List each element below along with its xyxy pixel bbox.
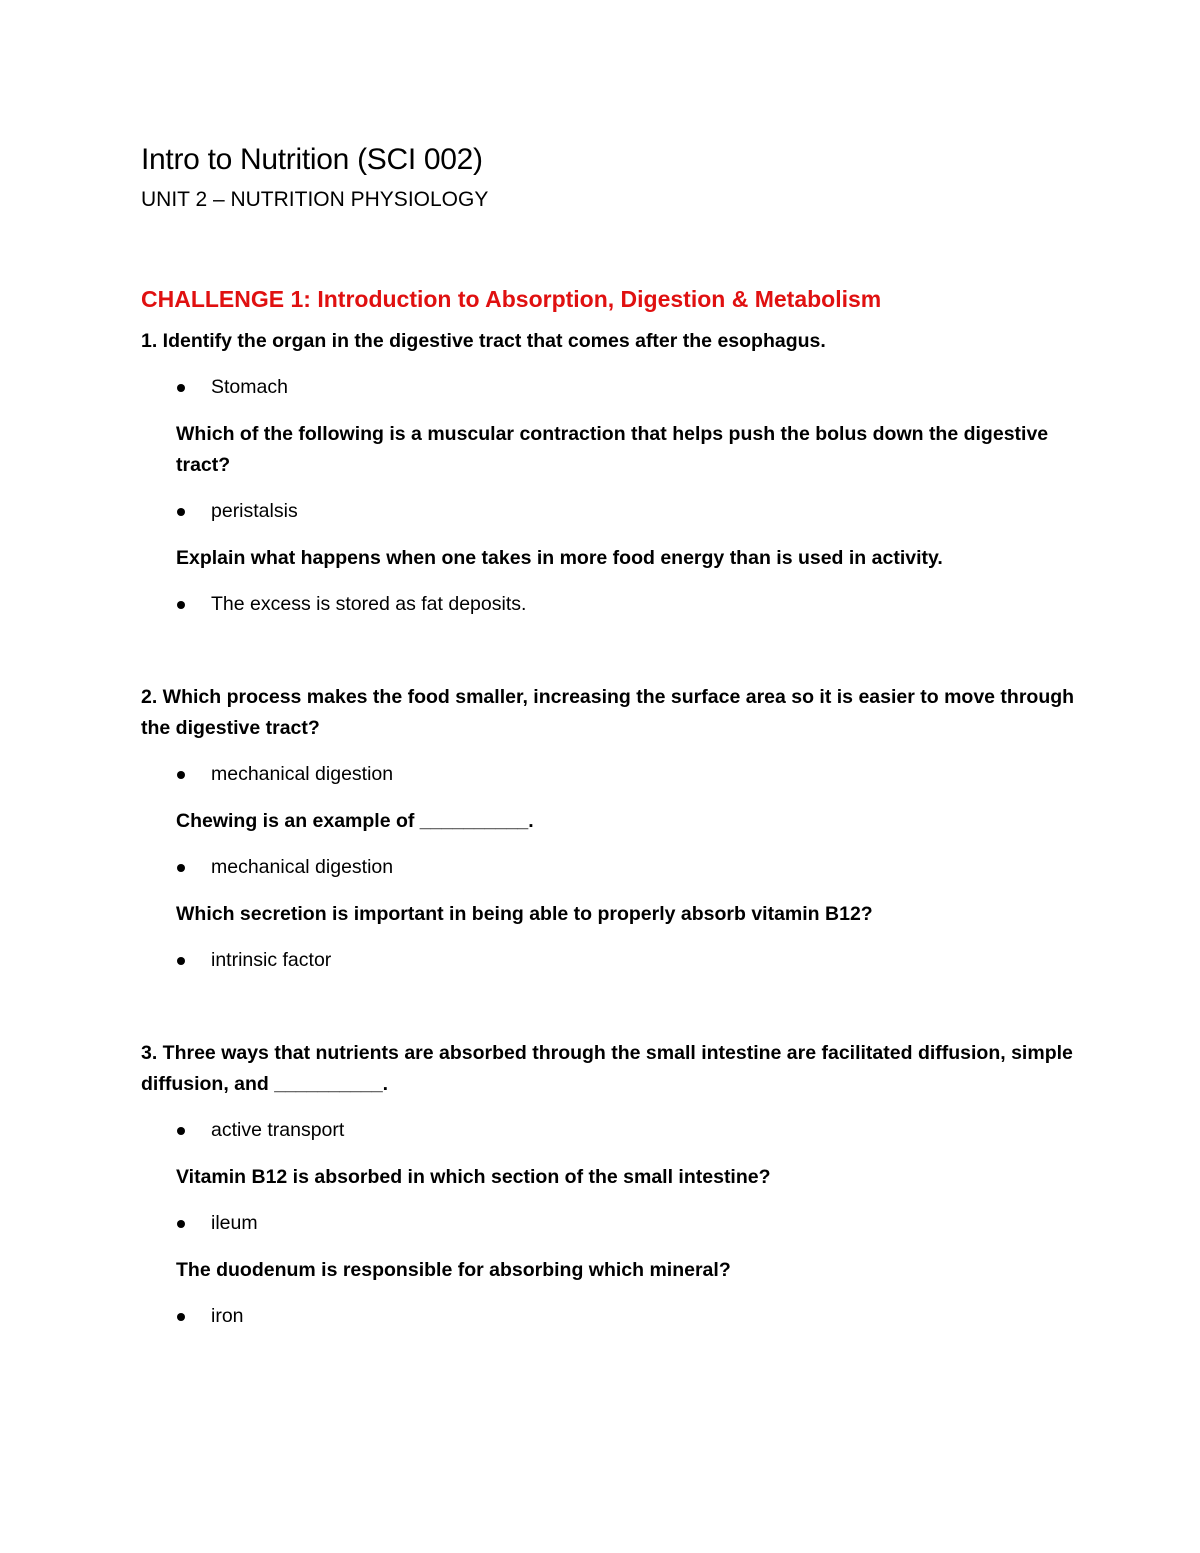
answer-text: intrinsic factor xyxy=(211,949,332,971)
question-1b: Which of the following is a muscular contraction that helps push the bolus down the digestive tract? xyxy=(176,423,1049,476)
bullet-icon xyxy=(177,601,185,609)
bullet-icon xyxy=(177,957,185,965)
answer-2c xyxy=(141,945,1081,976)
document-content xyxy=(141,140,1081,1332)
answer-2b xyxy=(141,852,1081,883)
answer-text: The excess is stored as fat deposits. xyxy=(211,593,527,615)
bullet-icon xyxy=(177,1313,185,1321)
question-section-3 xyxy=(141,1038,1081,1332)
answer-text: ileum xyxy=(211,1212,258,1234)
question-3: 3. Three ways that nutrients are absorbed through the small intestine are facilitated diffusion, simple diffusion, and __________. xyxy=(141,1042,1073,1095)
unit-title: UNIT 2 – NUTRITION PHYSIOLOGY xyxy=(141,188,489,211)
answer-3c xyxy=(141,1301,1081,1332)
document-title: Intro to Nutrition (SCI 002) xyxy=(141,143,483,176)
answer-text: peristalsis xyxy=(211,500,298,522)
answer-text: mechanical digestion xyxy=(211,763,394,785)
question-1c: Explain what happens when one takes in more food energy than is used in activity. xyxy=(176,547,943,569)
answer-3b xyxy=(141,1208,1081,1239)
answer-text: active transport xyxy=(211,1119,345,1141)
question-1: 1. Identify the organ in the digestive tract that comes after the esophagus. xyxy=(141,330,826,352)
question-2c: Which secretion is important in being able to properly absorb vitamin B12? xyxy=(176,903,873,925)
question-3b: Vitamin B12 is absorbed in which section of the small intestine? xyxy=(176,1166,771,1188)
answer-text: mechanical digestion xyxy=(211,856,394,878)
bullet-icon xyxy=(177,864,185,872)
bullet-icon xyxy=(177,384,185,392)
answer-1 xyxy=(141,372,1081,403)
bullet-icon xyxy=(177,508,185,516)
challenge-heading: CHALLENGE 1: Introduction to Absorption, Digestion & Metabolism xyxy=(141,286,882,312)
question-section-2 xyxy=(141,682,1081,976)
bullet-icon xyxy=(177,1127,185,1135)
answer-1b xyxy=(141,496,1081,527)
answer-text: iron xyxy=(211,1305,244,1327)
bullet-icon xyxy=(177,1220,185,1228)
answer-2 xyxy=(141,759,1081,790)
bullet-icon xyxy=(177,771,185,779)
answer-3 xyxy=(141,1115,1081,1146)
question-2: 2. Which process makes the food smaller, increasing the surface area so it is easier to move through the digestive tract? xyxy=(141,686,1075,739)
question-2b: Chewing is an example of __________. xyxy=(176,810,534,832)
question-section-1 xyxy=(141,326,1081,620)
answer-1c xyxy=(141,589,1081,620)
answer-text: Stomach xyxy=(211,376,288,398)
question-3c: The duodenum is responsible for absorbing which mineral? xyxy=(176,1259,731,1281)
